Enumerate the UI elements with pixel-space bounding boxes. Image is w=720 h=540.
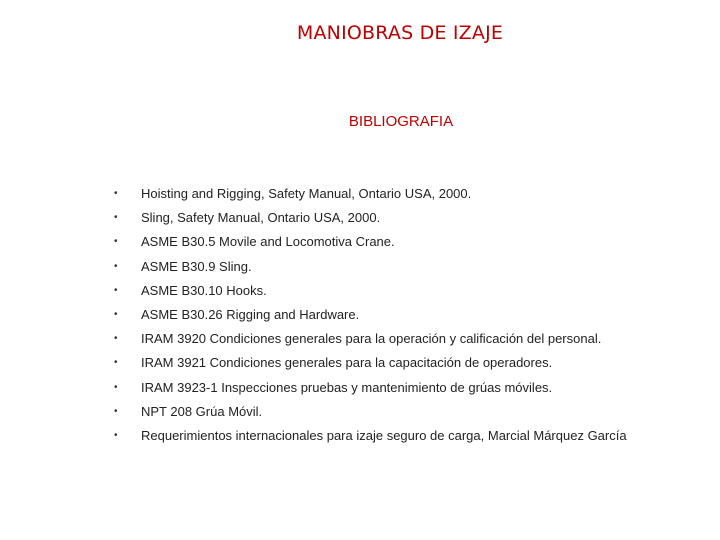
- list-item: [112, 230, 712, 254]
- bullet-icon: •: [114, 357, 118, 369]
- bullet-icon: •: [114, 284, 118, 296]
- list-item: [112, 376, 712, 400]
- page-title: MANIOBRAS DE IZAJE: [296, 22, 504, 44]
- bullet-icon: •: [114, 188, 118, 199]
- bullet-icon: •: [114, 212, 118, 224]
- bullet-icon: •: [114, 308, 118, 320]
- reference-text: Sling, Safety Manual, Ontario USA, 2000.: [141, 210, 381, 226]
- bullet-icon: •: [114, 236, 118, 248]
- reference-text: ASME B30.5 Movile and Locomotiva Crane.: [141, 234, 395, 250]
- bullet-icon: •: [114, 429, 118, 441]
- list-item: [112, 303, 712, 327]
- bullet-icon: •: [114, 405, 118, 417]
- reference-text: NPT 208 Grúa Móvil.: [141, 403, 263, 419]
- section-heading: BIBLIOGRAFIA: [348, 113, 454, 130]
- list-item: [112, 206, 712, 230]
- list-item: [112, 400, 712, 424]
- bullet-icon: •: [114, 333, 118, 345]
- reference-text: Hoisting and Rigging, Safety Manual, Ontario USA, 2000.: [141, 186, 472, 201]
- bullet-icon: •: [114, 260, 118, 272]
- list-item: [112, 279, 712, 303]
- reference-text: IRAM 3921 Condiciones generales para la capacitación de operadores.: [141, 355, 553, 371]
- reference-text: IRAM 3920 Condiciones generales para la operación y calificación del personal.: [141, 331, 602, 347]
- list-item: [112, 255, 712, 279]
- reference-text: Requerimientos internacionales para izaje seguro de carga, Marcial Márquez García: [141, 427, 627, 443]
- reference-text: ASME B30.10 Hooks.: [141, 282, 267, 298]
- list-item: [112, 351, 712, 375]
- reference-text: ASME B30.9 Sling.: [141, 258, 252, 274]
- reference-text: IRAM 3923-1 Inspecciones pruebas y mantenimiento de grúas móviles.: [141, 379, 553, 395]
- bibliography-list: [112, 182, 712, 448]
- bullet-icon: •: [114, 381, 118, 393]
- list-item: [112, 327, 712, 351]
- list-item: [112, 182, 712, 206]
- list-item: [112, 424, 712, 448]
- reference-text: ASME B30.26 Rigging and Hardware.: [141, 306, 360, 322]
